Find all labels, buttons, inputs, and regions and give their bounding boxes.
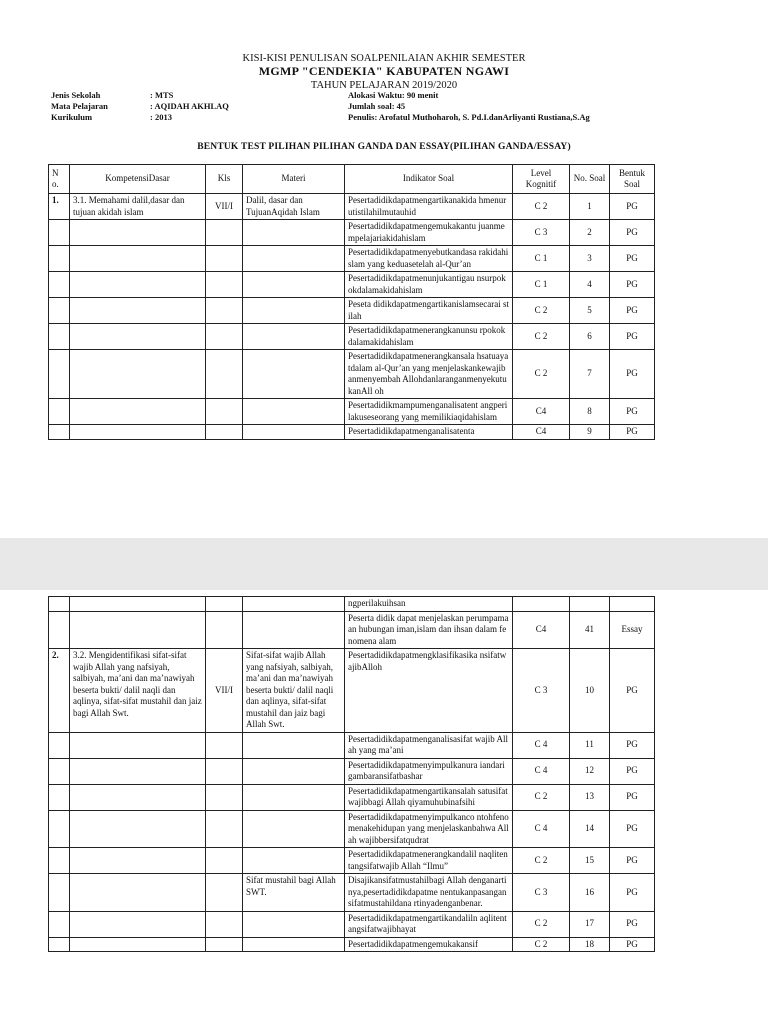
cell-materi — [243, 611, 345, 649]
cell-nosoal: 9 — [570, 425, 610, 440]
cell-nosoal — [570, 597, 610, 612]
cell-kd — [70, 937, 206, 952]
cell-materi — [243, 425, 345, 440]
cell-level: C 2 — [513, 350, 570, 399]
meta-left-values — [150, 90, 229, 123]
meta-allocation: Alokasi Waktu: 90 menit — [348, 90, 439, 100]
cell-kls: VII/I — [206, 649, 243, 733]
table-body-page-2 — [49, 597, 655, 952]
cell-no — [49, 324, 70, 350]
doc-year: TAHUN PELAJARAN 2019/2020 — [310, 80, 458, 91]
meta-value: : MTS — [150, 90, 174, 100]
cell-nosoal: 7 — [570, 350, 610, 399]
cell-bentuk: PG — [610, 937, 655, 952]
cell-materi — [243, 810, 345, 848]
cell-materi: Dalil, dasar dan TujuanAqidah Islam — [243, 194, 345, 220]
meta-value: : 2013 — [150, 112, 172, 122]
cell-materi — [243, 399, 345, 425]
cell-materi — [243, 298, 345, 324]
cell-no — [49, 732, 70, 758]
cell-bentuk: PG — [610, 649, 655, 733]
cell-materi — [243, 732, 345, 758]
cell-kls — [206, 246, 243, 272]
cell-level: C 3 — [513, 220, 570, 246]
table-row — [49, 649, 655, 733]
cell-nosoal: 3 — [570, 246, 610, 272]
cell-materi — [243, 324, 345, 350]
cell-indikator: Pesertadidikdapatmenerangkandalil naqlitentangsifatwajib Allah “Ilmu” — [345, 848, 513, 874]
cell-no — [49, 597, 70, 612]
cell-bentuk: PG — [610, 298, 655, 324]
cell-kls — [206, 324, 243, 350]
cell-kls — [206, 425, 243, 440]
meta-value: : AQIDAH AKHLAQ — [150, 101, 229, 111]
cell-indikator: Peseta didikdapatmengartikanislamsecarai stilah — [345, 298, 513, 324]
cell-no — [49, 784, 70, 810]
cell-bentuk: PG — [610, 758, 655, 784]
cell-level: C4 — [513, 611, 570, 649]
cell-no — [49, 848, 70, 874]
meta-label: Mata Pelajaran — [51, 101, 108, 111]
cell-bentuk: Essay — [610, 611, 655, 649]
col-header-nosoal: No. Soal — [570, 165, 610, 194]
cell-no — [49, 911, 70, 937]
cell-nosoal: 41 — [570, 611, 610, 649]
cell-kd — [70, 911, 206, 937]
cell-nosoal: 13 — [570, 784, 610, 810]
cell-bentuk: PG — [610, 350, 655, 399]
cell-materi — [243, 784, 345, 810]
meta-question-count: Jumlah soal: 45 — [348, 101, 406, 111]
cell-kd — [70, 611, 206, 649]
cell-no — [49, 611, 70, 649]
cell-nosoal: 8 — [570, 399, 610, 425]
cell-no — [49, 425, 70, 440]
cell-indikator: Pesertadidikdapatmenganalisatenta — [345, 425, 513, 440]
cell-materi — [243, 597, 345, 612]
cell-kls: VII/I — [206, 194, 243, 220]
table-row — [49, 611, 655, 649]
cell-level: C4 — [513, 425, 570, 440]
cell-kls — [206, 758, 243, 784]
cell-materi — [243, 350, 345, 399]
cell-nosoal: 15 — [570, 848, 610, 874]
cell-bentuk: PG — [610, 324, 655, 350]
cell-level: C 2 — [513, 937, 570, 952]
table-row — [49, 874, 655, 912]
cell-indikator: Pesertadidikmampumenganalisatent angperilakuseseorang yang memilikiaqidahislam — [345, 399, 513, 425]
cell-level: C 2 — [513, 784, 570, 810]
cell-nosoal: 17 — [570, 911, 610, 937]
cell-no — [49, 758, 70, 784]
cell-bentuk: PG — [610, 732, 655, 758]
cell-no — [49, 220, 70, 246]
cell-bentuk — [610, 597, 655, 612]
meta-right — [348, 90, 590, 123]
cell-kd: 3.1. Memahami dalil,dasar dan tujuan akidah islam — [70, 194, 206, 220]
cell-kd — [70, 324, 206, 350]
cell-no — [49, 937, 70, 952]
cell-kls — [206, 597, 243, 612]
cell-level: C 2 — [513, 194, 570, 220]
meta-left-labels — [51, 90, 108, 123]
cell-indikator: Pesertadidikdapatmengklasifikasika nsifatwajibAlloh — [345, 649, 513, 733]
cell-kd — [70, 848, 206, 874]
cell-kd — [70, 246, 206, 272]
col-header-kd: KompetensiDasar — [70, 165, 206, 194]
meta-label: Jenis Sekolah — [51, 90, 101, 100]
cell-indikator: Peserta didik dapat menjelaskan perumpamaan hubungan iman,islam dan ihsan dalam fenomena alam — [345, 611, 513, 649]
cell-kls — [206, 611, 243, 649]
cell-nosoal: 1 — [570, 194, 610, 220]
cell-nosoal: 16 — [570, 874, 610, 912]
cell-level: C 2 — [513, 848, 570, 874]
table-row — [49, 272, 655, 298]
cell-bentuk: PG — [610, 246, 655, 272]
cell-materi — [243, 220, 345, 246]
cell-no — [49, 298, 70, 324]
cell-bentuk: PG — [610, 911, 655, 937]
cell-nosoal: 18 — [570, 937, 610, 952]
cell-kd — [70, 874, 206, 912]
cell-materi — [243, 848, 345, 874]
cell-kls — [206, 272, 243, 298]
cell-level: C 3 — [513, 874, 570, 912]
cell-level — [513, 597, 570, 612]
cell-level: C 1 — [513, 246, 570, 272]
cell-kls — [206, 220, 243, 246]
cell-indikator: Pesertadidikdapatmengartikandaliln aqlitentangsifatwajibhayat — [345, 911, 513, 937]
cell-kls — [206, 911, 243, 937]
cell-kls — [206, 298, 243, 324]
table-row — [49, 194, 655, 220]
doc-org: MGMP "CENDEKIA" KABUPATEN NGAWI — [258, 64, 510, 78]
cell-kd — [70, 784, 206, 810]
table-row — [49, 246, 655, 272]
cell-bentuk: PG — [610, 272, 655, 298]
cell-materi: Sifat-sifat wajib Allah yang nafsiyah, salbiyah, ma’ani dan ma’nawiyah beserta bukti/ dalil naqli dan aqlinya, sifat-sifat mustahil dan jaiz bagi Allah Swt. — [243, 649, 345, 733]
cell-materi — [243, 911, 345, 937]
cell-nosoal: 12 — [570, 758, 610, 784]
cell-indikator: Pesertadidikdapatmenganalisasifat wajib Allah yang ma’ani — [345, 732, 513, 758]
cell-kd — [70, 758, 206, 784]
cell-nosoal: 5 — [570, 298, 610, 324]
cell-level: C 4 — [513, 758, 570, 784]
cell-kls — [206, 874, 243, 912]
cell-no: 2. — [49, 649, 70, 733]
cell-nosoal: 6 — [570, 324, 610, 350]
meta-authors: Penulis: Arofatul Muthoharoh, S. Pd.I.danArliyanti Rustiana,S.Ag — [348, 112, 590, 122]
cell-kd — [70, 810, 206, 848]
cell-no — [49, 399, 70, 425]
cell-level: C 4 — [513, 732, 570, 758]
cell-kd: 3.2. Mengidentifikasi sifat-sifat wajib Allah yang nafsiyah, salbiyah, ma’ani dan ma’nawiyah beserta bukti/ dalil naqli dan aqlinya, sifat-sifat mustahil dan jaiz bagi Allah Swt. — [70, 649, 206, 733]
cell-kls — [206, 848, 243, 874]
cell-bentuk: PG — [610, 874, 655, 912]
cell-no — [49, 246, 70, 272]
cell-kd — [70, 732, 206, 758]
meta-label: Kurikulum — [51, 112, 93, 122]
table-body-page-1 — [49, 194, 655, 440]
cell-bentuk: PG — [610, 220, 655, 246]
table-row — [49, 220, 655, 246]
table-row — [49, 937, 655, 952]
cell-bentuk: PG — [610, 848, 655, 874]
cell-indikator: Pesertadidikdapatmenerangkanunsu rpokokdalamakidahislam — [345, 324, 513, 350]
cell-kd — [70, 272, 206, 298]
cell-no — [49, 350, 70, 399]
cell-kls — [206, 732, 243, 758]
cell-kls — [206, 350, 243, 399]
col-header-kls: Kls — [206, 165, 243, 194]
col-header-bentuk: Bentuk Soal — [610, 165, 655, 194]
cell-materi — [243, 246, 345, 272]
cell-indikator: Disajikansifatmustahilbagi Allah denganartinya,pesertadidikdapatme nentukanpasangansifatmustahildana rtinyadenganbenar. — [345, 874, 513, 912]
cell-materi: Sifat mustahil bagi Allah SWT. — [243, 874, 345, 912]
table-row — [49, 298, 655, 324]
document-page-2 — [0, 590, 768, 1024]
cell-kd — [70, 298, 206, 324]
cell-level: C 3 — [513, 649, 570, 733]
cell-bentuk: PG — [610, 425, 655, 440]
table-row — [49, 911, 655, 937]
cell-indikator: Pesertadidikdapatmenerangkansala hsatuayatdalam al-Qur’an yang menjelaskankewajibanmenyembah AllohdanlaranganmenyekutukanAll oh — [345, 350, 513, 399]
cell-bentuk: PG — [610, 399, 655, 425]
cell-bentuk: PG — [610, 784, 655, 810]
cell-level: C4 — [513, 399, 570, 425]
cell-materi — [243, 272, 345, 298]
cell-nosoal: 10 — [570, 649, 610, 733]
grid-table-page-2 — [48, 596, 655, 952]
col-header-level: Level Kognitif — [513, 165, 570, 194]
cell-nosoal: 2 — [570, 220, 610, 246]
table-header-row — [49, 165, 655, 194]
table-row — [49, 784, 655, 810]
cell-bentuk: PG — [610, 810, 655, 848]
col-header-no: N o. — [49, 165, 70, 194]
cell-kd — [70, 399, 206, 425]
table-row — [49, 758, 655, 784]
cell-kls — [206, 937, 243, 952]
cell-indikator: Pesertadidikdapatmenyimpulkanura iandarigambaransifatbashar — [345, 758, 513, 784]
section-title: BENTUK TEST PILIHAN PILIHAN GANDA DAN ESSAY(PILIHAN GANDA/ESSAY) — [197, 142, 571, 152]
cell-kd — [70, 350, 206, 399]
table-row — [49, 399, 655, 425]
cell-level: C 4 — [513, 810, 570, 848]
table-row — [49, 597, 655, 612]
cell-materi — [243, 937, 345, 952]
table-row — [49, 350, 655, 399]
cell-level: C 2 — [513, 911, 570, 937]
cell-nosoal: 11 — [570, 732, 610, 758]
cell-indikator: ngperilakuihsan — [345, 597, 513, 612]
cell-kd — [70, 597, 206, 612]
cell-no — [49, 272, 70, 298]
cell-indikator: Pesertadidikdapatmengemukakansif — [345, 937, 513, 952]
cell-kd — [70, 425, 206, 440]
col-header-indikator: Indikator Soal — [345, 165, 513, 194]
cell-indikator: Pesertadidikdapatmengartikanakida hmenurutistilahilmutauhid — [345, 194, 513, 220]
cell-kd — [70, 220, 206, 246]
table-row — [49, 810, 655, 848]
cell-materi — [243, 758, 345, 784]
cell-kls — [206, 399, 243, 425]
grid-table-page-1 — [48, 164, 655, 440]
cell-no — [49, 810, 70, 848]
cell-indikator: Pesertadidikdapatmenyebutkandasa rakidahislam yang keduasetelah al-Qur’an — [345, 246, 513, 272]
cell-indikator: Pesertadidikdapatmengartikansalah satusifatwajibbagi Allah qiyamuhubinafsihi — [345, 784, 513, 810]
cell-kls — [206, 810, 243, 848]
cell-indikator: Pesertadidikdapatmenunjukantigau nsurpokokdalamakidahislam — [345, 272, 513, 298]
cell-bentuk: PG — [610, 194, 655, 220]
cell-level: C 2 — [513, 324, 570, 350]
cell-no — [49, 874, 70, 912]
col-header-materi: Materi — [243, 165, 345, 194]
table-row — [49, 425, 655, 440]
table-row — [49, 732, 655, 758]
cell-level: C 2 — [513, 298, 570, 324]
table-row — [49, 324, 655, 350]
doc-title: KISI-KISI PENULISAN SOALPENILAIAN AKHIR SEMESTER — [242, 53, 526, 64]
cell-indikator: Pesertadidikdapatmengemukakantu juanmempelajariakidahislam — [345, 220, 513, 246]
cell-kls — [206, 784, 243, 810]
cell-level: C 1 — [513, 272, 570, 298]
cell-indikator: Pesertadidikdapatmenyimpulkanco ntohfenomenakehidupan yang menjelaskanbahwa Allah wajibbersifatqudrat — [345, 810, 513, 848]
table-row — [49, 848, 655, 874]
cell-no: 1. — [49, 194, 70, 220]
cell-nosoal: 4 — [570, 272, 610, 298]
cell-nosoal: 14 — [570, 810, 610, 848]
